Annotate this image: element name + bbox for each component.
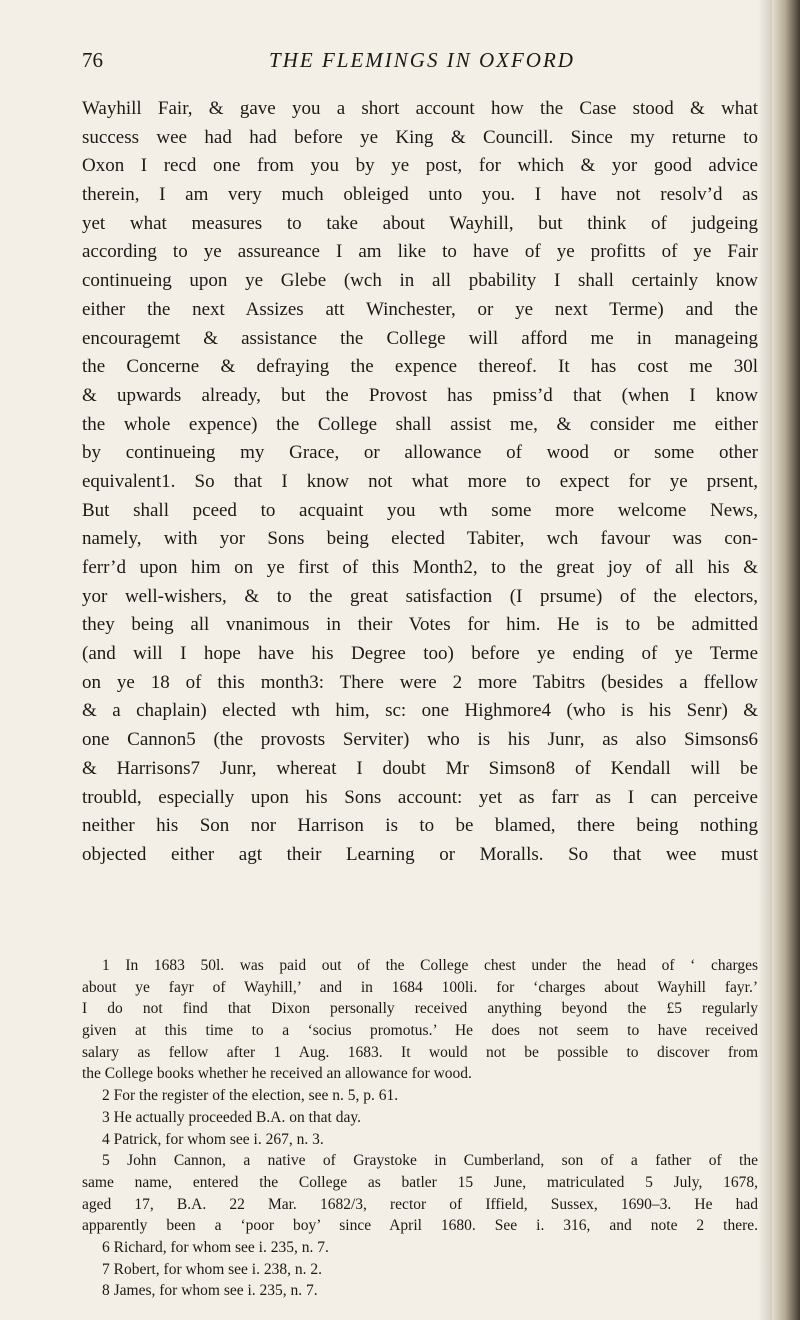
body-line: & upwards already, but the Provost has pmiss’d that (when I know [82, 384, 758, 406]
footnote-line: given at this time to a ‘socius promotus.’ He does not seem to have received [82, 1022, 758, 1040]
body-line: success wee had had before ye King & Councill. Since my returne to [82, 126, 758, 148]
body-line: on ye 18 of this month3: There were 2 more Tabitrs (besides a ffellow [82, 671, 758, 693]
body-line: the Concerne & defraying the expence thereof. It has cost me 30l [82, 356, 758, 378]
footnotes [82, 955, 758, 1302]
body-line: & a chaplain) elected wth him, sc: one Highmore4 (who is his Senr) & [82, 700, 758, 722]
body-line: they being all vnanimous in their Votes for him. He is to be admitted [82, 614, 758, 636]
footnote-line: 7 Robert, for whom see i. 238, n. 2. [102, 1260, 322, 1278]
footnote-line: 4 Patrick, for whom see i. 267, n. 3. [102, 1130, 324, 1148]
body-line: (and will I hope have his Degree too) before ye ending of ye Terme [82, 643, 758, 665]
body-line: one Cannon5 (the provosts Serviter) who is his Junr, as also Simsons6 [82, 729, 758, 751]
footnote-line: aged 17, B.A. 22 Mar. 1682/3, rector of Iffield, Sussex, 1690–3. He had [82, 1195, 758, 1213]
footnote-line: same name, entered the College as batler 15 June, matriculated 5 July, 1678, [82, 1173, 758, 1191]
running-title: THE FLEMINGS IN OXFORD [269, 48, 575, 72]
page-edge [772, 0, 800, 1320]
letter-body [82, 95, 758, 870]
body-line: encouragemt & assistance the College will afford me in manageing [82, 327, 758, 349]
page-gutter-shadow [758, 0, 772, 1320]
page-header [82, 48, 762, 78]
body-line: the whole expence) the College shall assist me, & consider me either [82, 413, 758, 435]
body-line: & Harrisons7 Junr, whereat I doubt Mr Simson8 of Kendall will be [82, 757, 758, 779]
footnote-line: about ye fayr of Wayhill,’ and in 1684 100li. for ‘charges about Wayhill fayr.’ [82, 978, 758, 996]
body-line: ferr’d upon him on ye first of this Month2, to the great joy of all his & [82, 557, 758, 578]
body-line: neither his Son nor Harrison is to be blamed, there being nothing [82, 815, 758, 837]
body-line: Oxon I recd one from you by ye post, for which & yor good advice [82, 155, 758, 177]
footnote-line: I do not find that Dixon personally received anything beyond the £5 regularly [82, 1000, 758, 1018]
footnote-line: the College books whether he received an allowance for wood. [82, 1065, 472, 1083]
body-line: objected either agt their Learning or Moralls. So that wee must [82, 843, 758, 865]
body-line: But shall pceed to acquaint you wth some more welcome News, [82, 499, 758, 521]
footnote-line: 8 James, for whom see i. 235, n. 7. [102, 1282, 318, 1300]
body-line: equivalent1. So that I know not what more to expect for ye prsent, [82, 470, 758, 492]
body-line: namely, with yor Sons being elected Tabiter, wch favour was con- [82, 528, 758, 550]
body-line: yet what measures to take about Wayhill, but think of judgeing [82, 212, 758, 234]
body-line: troubld, especially upon his Sons account: yet as farr as I can perceive [82, 786, 758, 808]
footnote-line: 3 He actually proceeded B.A. on that day. [102, 1108, 361, 1126]
footnote-line: 2 For the register of the election, see n. 5, p. 61. [102, 1087, 399, 1105]
body-line: continueing upon ye Glebe (wch in all pbability I shall certainly know [82, 270, 758, 292]
body-line: therein, I am very much obleiged unto you. I have not resolv’d as [82, 184, 758, 206]
page-number: 76 [82, 48, 103, 72]
body-line: Wayhill Fair, & gave you a short account how the Case stood & what [82, 98, 758, 119]
footnote-line: 1 In 1683 50l. was paid out of the College chest under the head of ‘ charges [102, 957, 758, 974]
body-line: by continueing my Grace, or allowance of wood or some other [82, 442, 758, 464]
body-line: either the next Assizes att Winchester, or ye next Terme) and the [82, 298, 758, 320]
footnote-line: 5 John Cannon, a native of Graystoke in Cumberland, son of a father of the [102, 1152, 758, 1170]
body-line: yor well-wishers, & to the great satisfaction (I prsume) of the electors, [82, 585, 758, 607]
body-line: according to ye assureance I am like to have of ye profitts of ye Fair [82, 241, 758, 263]
footnote-line: salary as fellow after 1 Aug. 1683. It would not be possible to discover from [82, 1043, 758, 1061]
footnote-line: 6 Richard, for whom see i. 235, n. 7. [102, 1238, 329, 1256]
footnote-line: apparently been a ‘poor boy’ since April 1680. See i. 316, and note 2 there. [82, 1217, 758, 1235]
